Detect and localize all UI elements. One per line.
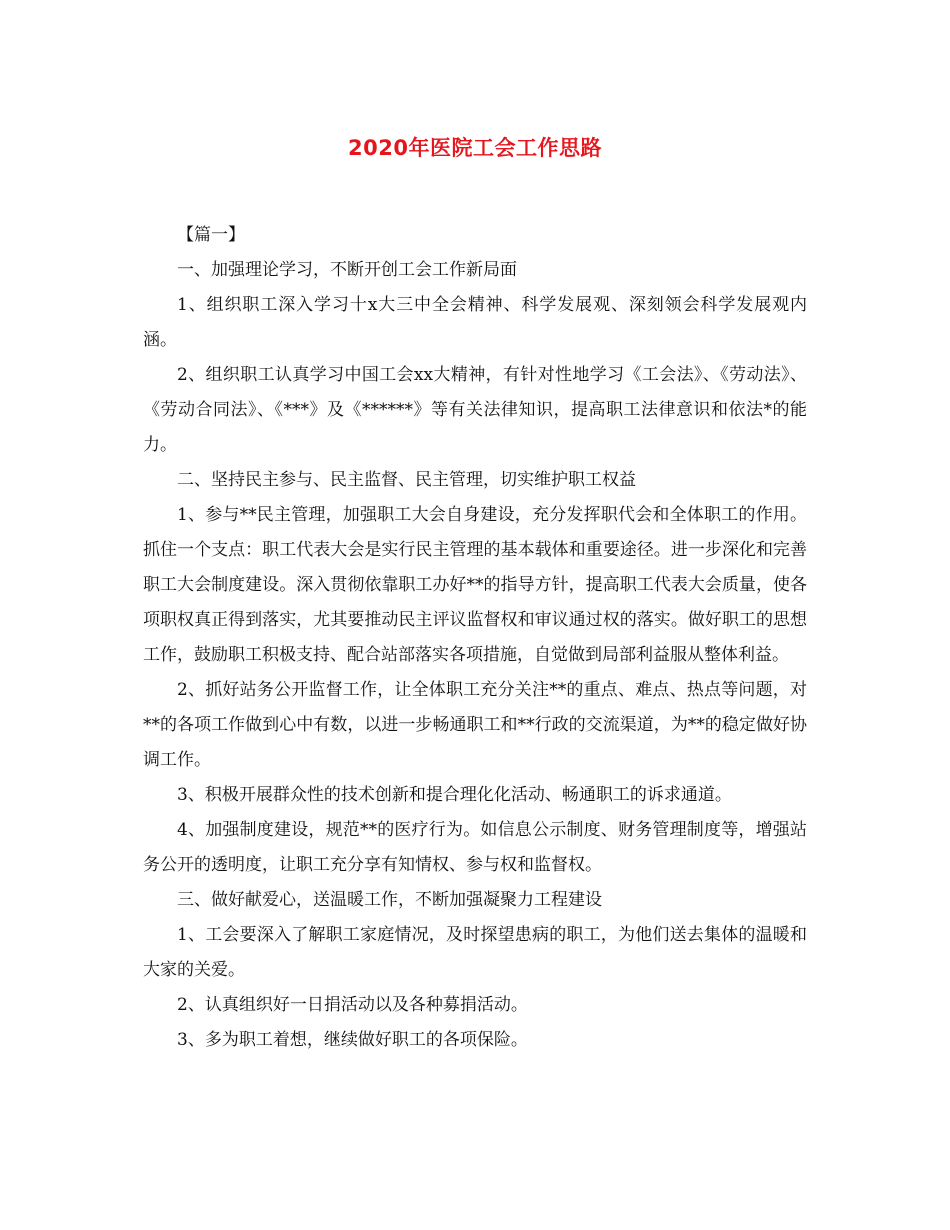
paragraph: 2、抓好站务公开监督工作，让全体职工充分关注**的重点、难点、热点等问题，对**的各项工作做到心中有数，以进一步畅通职工和**行政的交流渠道，为**的稳定做好协调工作。 xyxy=(143,680,807,770)
section-heading-2: 二、坚持民主参与、民主监督、民主管理，切实维护职工权益 xyxy=(177,470,636,490)
section-heading-3: 三、做好献爱心，送温暖工作，不断加强凝聚力工程建设 xyxy=(177,890,602,910)
section-heading-part-one: 【篇一】 xyxy=(177,225,245,245)
paragraph: 3、积极开展群众性的技术创新和提合理化化活动、畅通职工的诉求通道。 xyxy=(177,785,732,805)
paragraph: 1、组织职工深入学习十x大三中全会精神、科学发展观、深刻领会科学发展观内涵。 xyxy=(143,295,807,350)
paragraph: 4、加强制度建设，规范**的医疗行为。如信息公示制度、财务管理制度等，增强站务公开的透明度，让职工充分享有知情权、参与权和监督权。 xyxy=(143,820,807,875)
document-title: 2020年医院工会工作思路 xyxy=(348,136,602,160)
paragraph: 2、组织职工认真学习中国工会xx大精神，有针对性地学习《工会法》、《劳动法》、《劳动合同法》、《***》及《******》等有关法律知识，提高职工法律意识和依法*的能力。 xyxy=(143,365,807,455)
paragraph: 3、多为职工着想，继续做好职工的各项保险。 xyxy=(177,1030,528,1050)
paragraph: 2、认真组织好一日捐活动以及各种募捐活动。 xyxy=(177,995,528,1015)
section-heading-1: 一、加强理论学习，不断开创工会工作新局面 xyxy=(177,260,517,280)
paragraph: 1、工会要深入了解职工家庭情况，及时探望患病的职工，为他们送去集体的温暖和大家的关爱。 xyxy=(143,925,807,980)
paragraph: 1、参与**民主管理，加强职工大会自身建设，充分发挥职代会和全体职工的作用。抓住一个支点：职工代表大会是实行民主管理的基本载体和重要途径。进一步深化和完善职工大会制度建设。深入贯彻依靠职工办好**的指导方针，提高职工代表大会质量，使各项职权真正得到落实，尤其要推动民主评议监督权和审议通过权的落实。做好职工的思想工作，鼓励职工积极支持、配合站部落实各项措施，自觉做到局部利益服从整体利益。 xyxy=(143,505,807,665)
document-body xyxy=(143,218,807,1058)
